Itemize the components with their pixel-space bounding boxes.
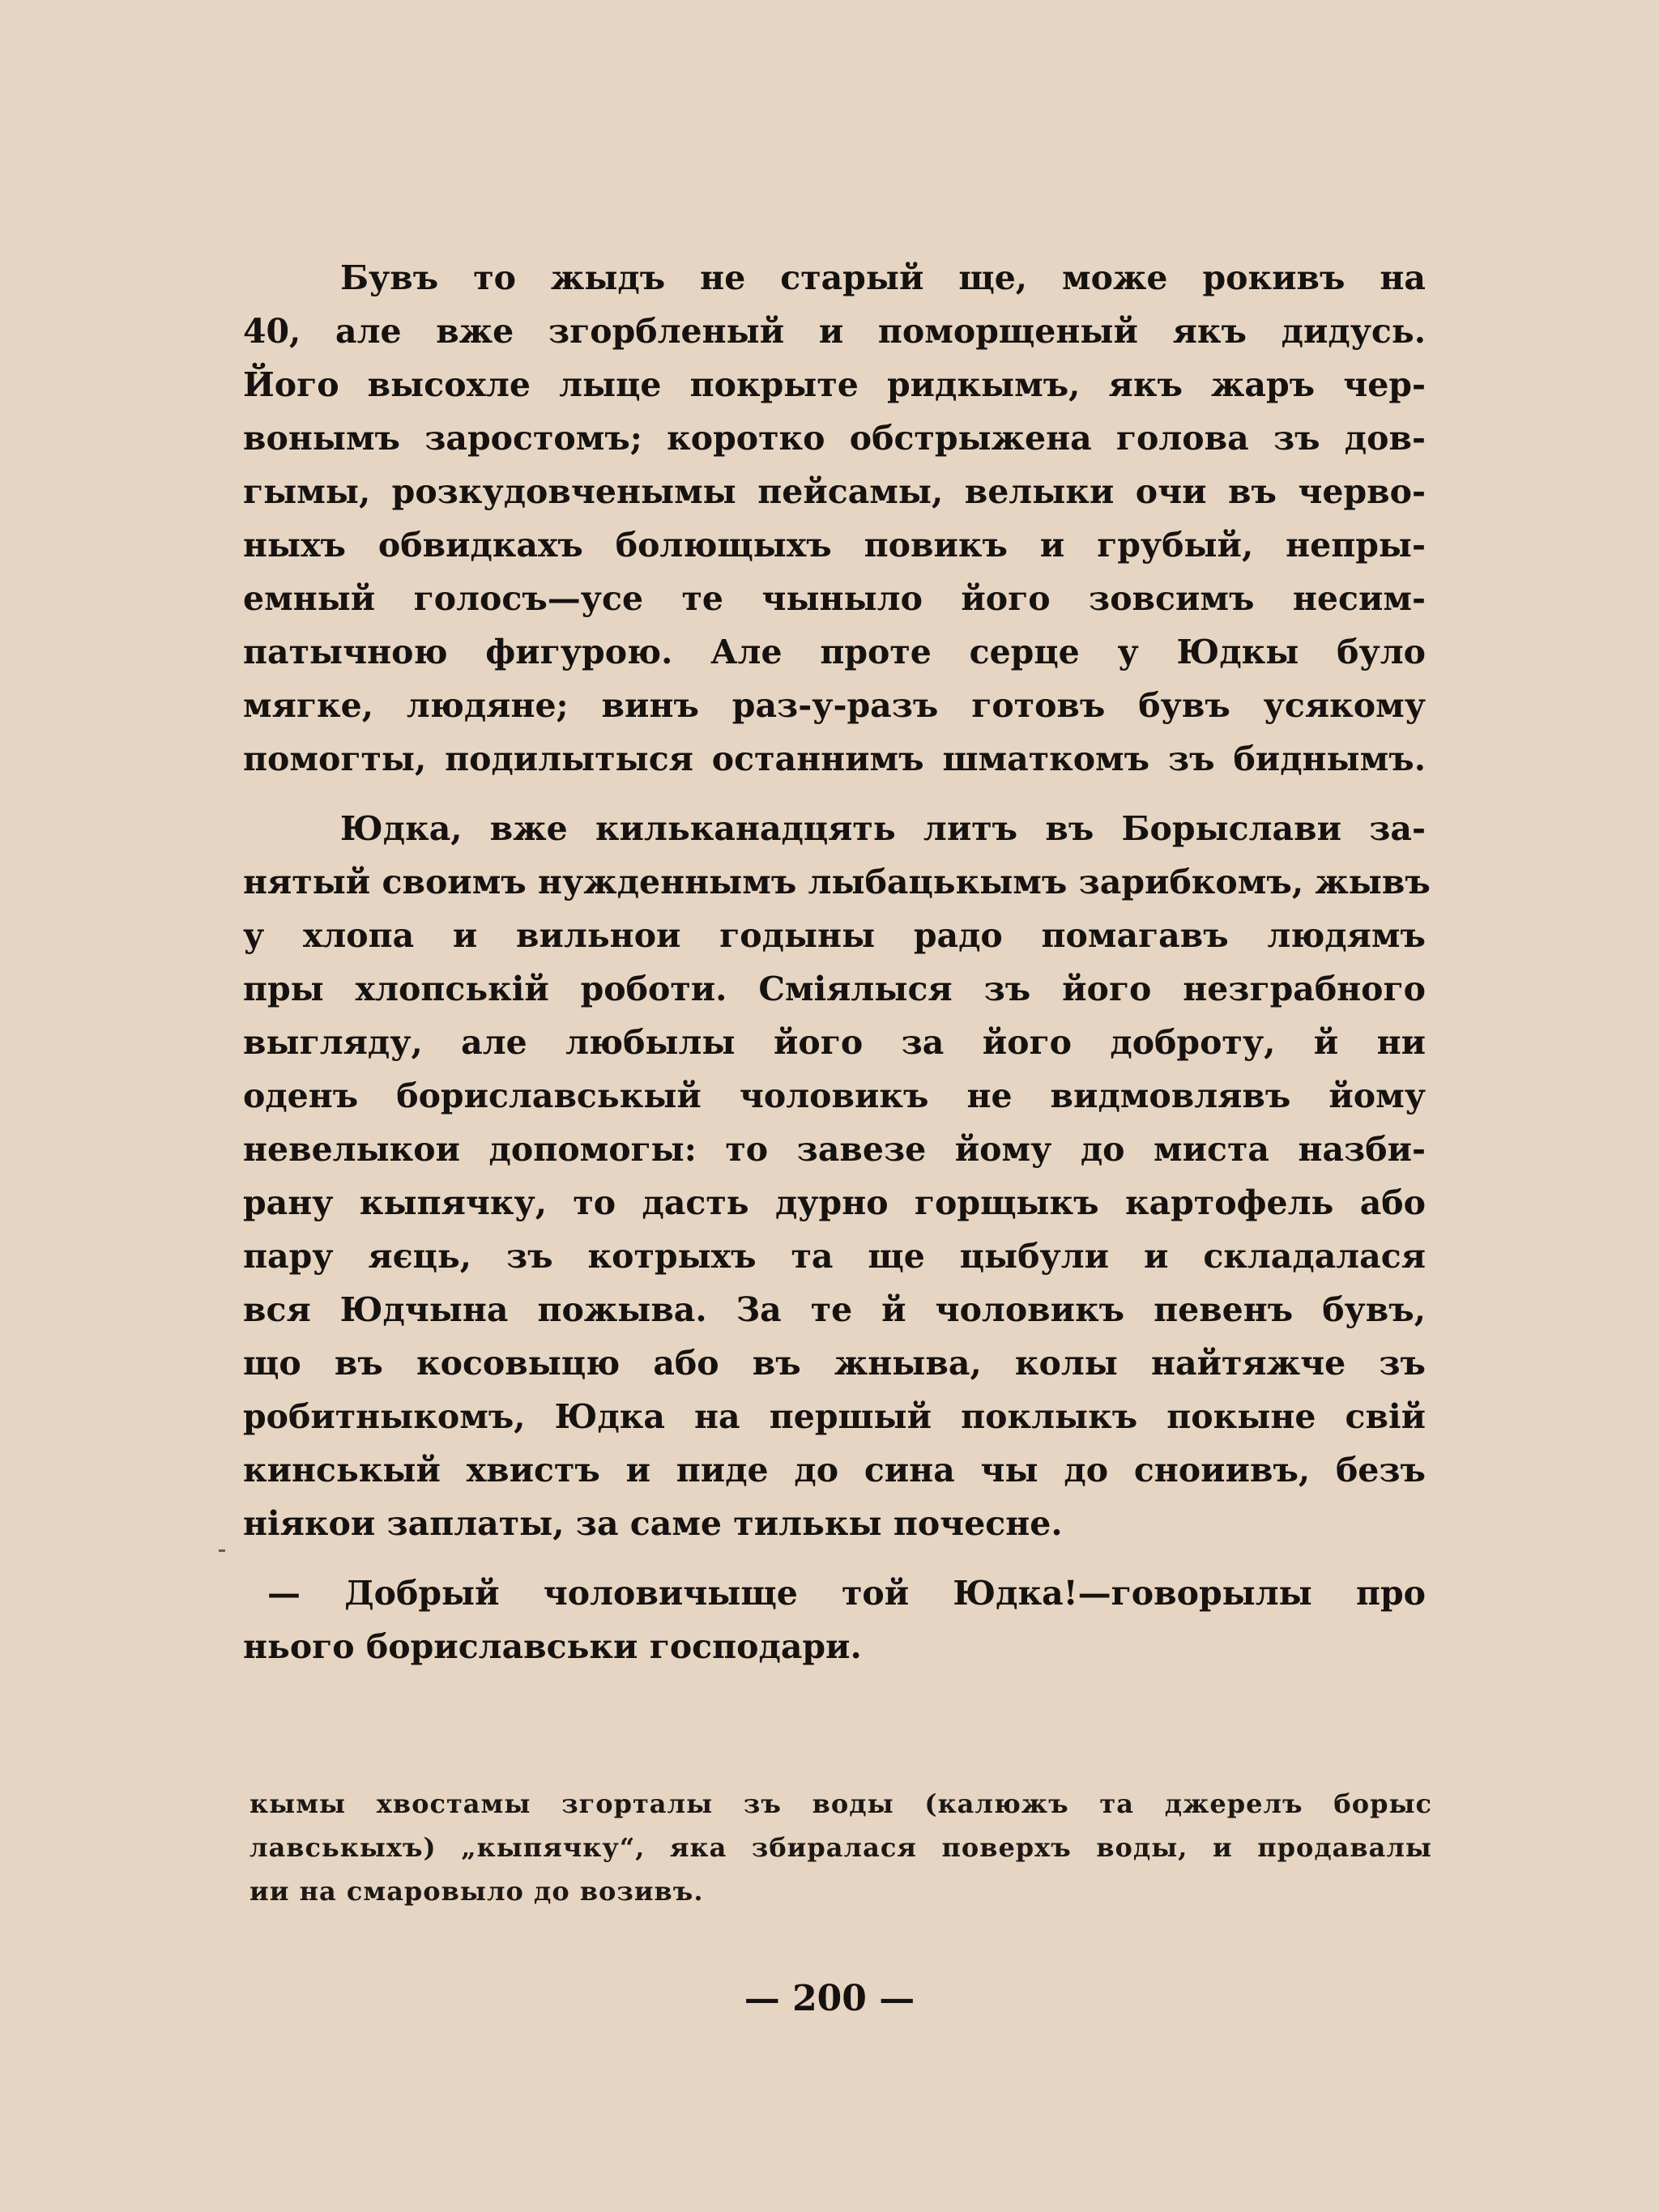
footnote-line: ии на смаровыло до возивъ.: [249, 1876, 704, 1907]
text-line: Його высохле лыце покрыте ридкымъ, якъ жаръ чер-: [243, 365, 1426, 404]
paragraph-1: [243, 251, 1426, 786]
text-line: невелыкои допомогы: то завезе йому до миста назби-: [243, 1130, 1426, 1169]
text-line: пры хлопськiй роботи. Смiялыся зъ його незграбного: [243, 970, 1426, 1008]
text-line: вся Юдчына пожыва. За те й чоловикъ певенъ бувъ,: [243, 1290, 1426, 1329]
paragraph-3: [243, 1566, 1426, 1673]
text-line: нього бориславськи господари.: [243, 1627, 862, 1666]
text-line: кинськый хвистъ и пиде до сина чы до сноиивъ, безъ: [243, 1451, 1426, 1490]
text-line: нiякои заплаты, за саме тилькы почесне.: [243, 1504, 1063, 1543]
text-line: помогты, подилытыся останнимъ шматкомъ зъ биднымъ.: [243, 739, 1426, 778]
margin-mark: [219, 1549, 225, 1552]
main-text: [243, 251, 1431, 1673]
text-line: — Добрый чоловичыще той Юдка!—говорылы про: [267, 1574, 1426, 1613]
text-line: Юдка, вже кильканадцять литъ въ Борыслави за-: [340, 809, 1426, 848]
text-line: гымы, розкудовченымы пейсамы, велыки очи въ черво-: [243, 472, 1426, 511]
text-line: Бувъ то жыдъ не старый ще, може рокивъ на: [340, 258, 1426, 297]
footnote: [249, 1782, 1432, 1913]
page-number: — 200 —: [744, 1978, 915, 2019]
footnote-line: кымы хвостамы згорталы зъ воды (калюжъ та джерелъ борыс: [249, 1788, 1432, 1819]
text-line: оденъ бориславськый чоловикъ не видмовлявъ йому: [243, 1076, 1426, 1115]
text-line: пару яєць, зъ котрыхъ та ще цыбули и складалася: [243, 1237, 1426, 1276]
footnote-line: лавськыхъ) „кыпячку“, яка збиралася поверхъ воды, и продавалы: [249, 1832, 1432, 1863]
text-line: у хлопа и вильнои годыны радо помагавъ людямъ: [243, 916, 1426, 955]
text-line: нятый своимъ нужденнымъ лыбацькымъ зарибкомъ, жывъ: [243, 863, 1431, 901]
text-line: вонымъ заростомъ; коротко обстрыжена голова зъ дов-: [243, 419, 1426, 458]
text-line: робитныкомъ, Юдка на першый поклыкъ покыне свiй: [243, 1397, 1426, 1436]
text-line: що въ косовыцю або въ жныва, колы найтяжче зъ: [243, 1344, 1426, 1383]
text-line: рану кыпячку, то дасть дурно горщыкъ картофель або: [243, 1183, 1426, 1222]
text-line: емный голосъ—усе те чыныло його зовсимъ несим-: [243, 579, 1426, 618]
paragraph-2: [243, 802, 1431, 1550]
text-line: ныхъ обвидкахъ болющыхъ повикъ и грубый, непры-: [243, 526, 1426, 565]
text-line: выгляду, але любылы його за його доброту, й ни: [243, 1023, 1426, 1062]
text-line: мягке, людяне; винъ раз-у-разъ готовъ бувъ усякому: [243, 686, 1426, 725]
text-line: патычною фигурою. Але проте серце у Юдкы було: [243, 633, 1426, 671]
text-line: 40, але вже згорбленый и поморщеный якъ дидусь.: [243, 312, 1426, 351]
